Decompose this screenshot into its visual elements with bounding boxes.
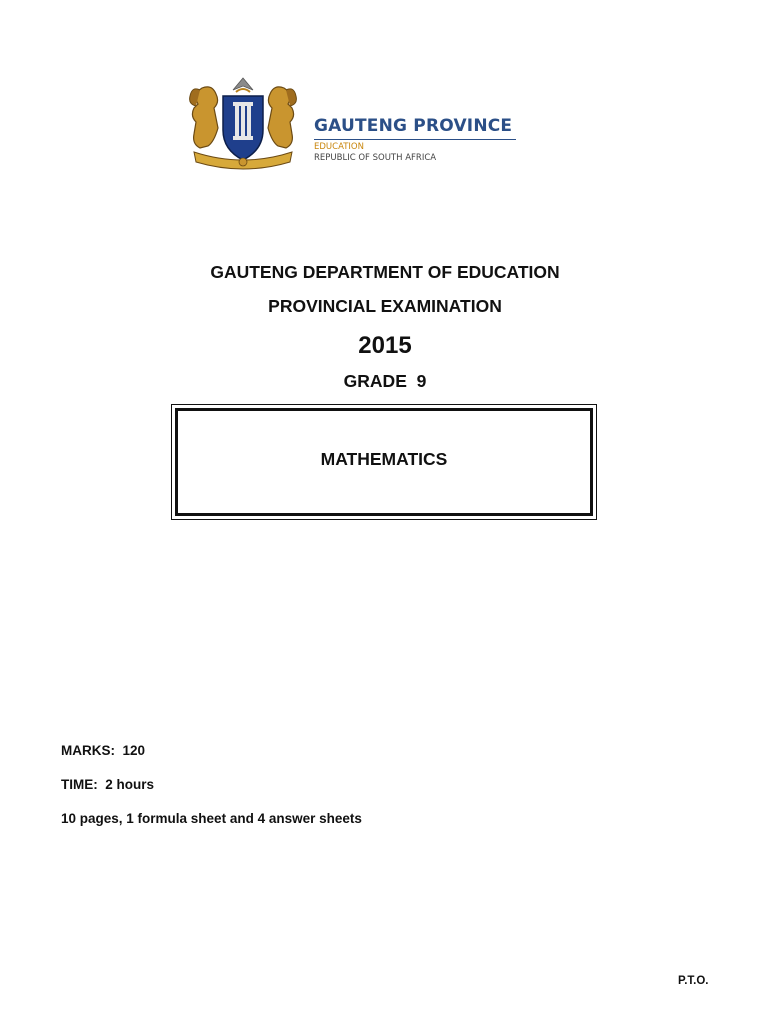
time-info: TIME: 2 hours	[61, 777, 155, 792]
coat-of-arms-icon	[180, 74, 306, 174]
logo-country: REPUBLIC OF SOUTH AFRICA	[314, 153, 437, 163]
logo-title: GAUTENG PROVINCE	[314, 116, 513, 136]
year-heading: 2015	[358, 332, 412, 359]
logo-divider	[314, 139, 516, 140]
subject-box	[171, 404, 597, 520]
pages-info: 10 pages, 1 formula sheet and 4 answer sheets	[61, 811, 362, 826]
grade-heading: GRADE 9	[343, 371, 427, 391]
subject-box-border	[175, 408, 593, 516]
department-heading: GAUTENG DEPARTMENT OF EDUCATION	[210, 262, 560, 282]
exam-heading: PROVINCIAL EXAMINATION	[268, 296, 502, 316]
logo-subtitle: EDUCATION	[314, 142, 364, 152]
marks-info: MARKS: 120	[61, 743, 146, 758]
pto-label: P.T.O.	[678, 975, 709, 987]
gauteng-province-logo	[166, 72, 548, 178]
subject-title: MATHEMATICS	[320, 449, 448, 469]
